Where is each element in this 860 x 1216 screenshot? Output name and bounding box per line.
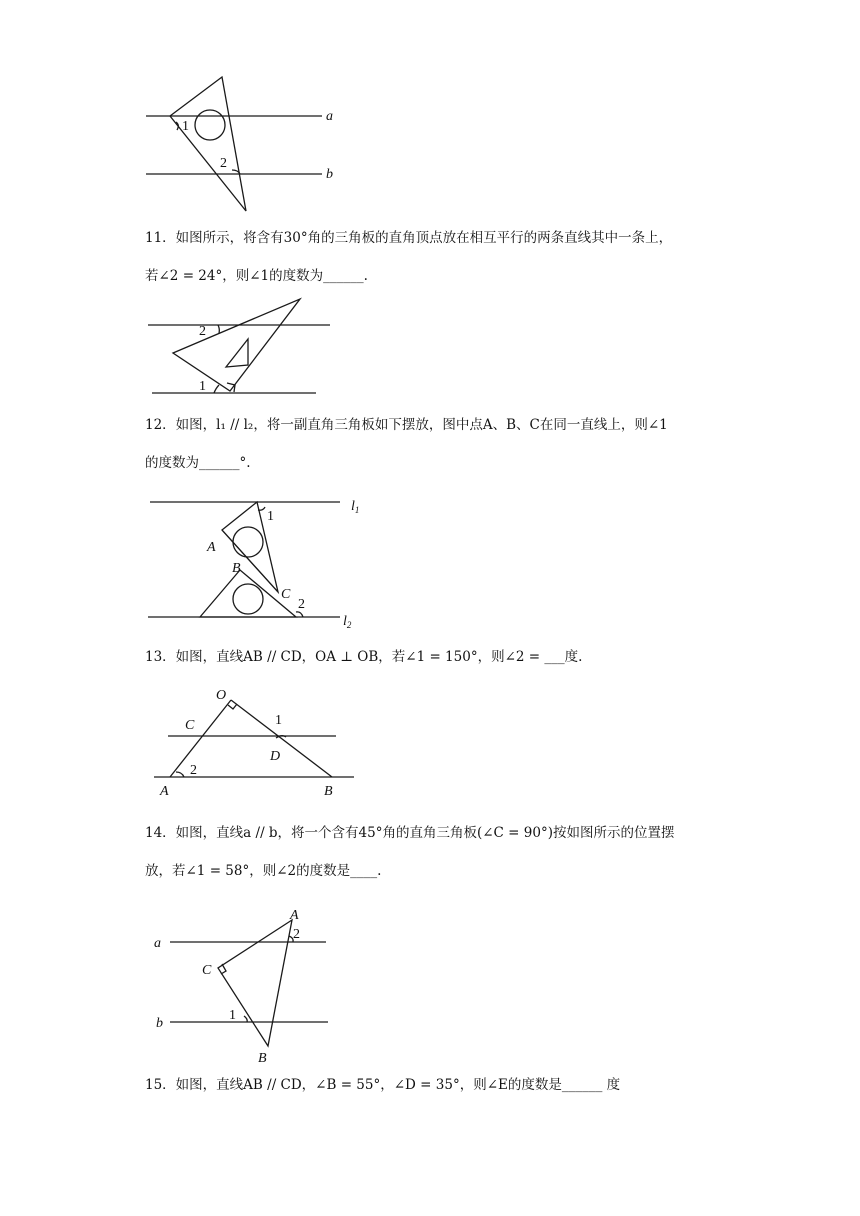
line-b-label: b	[326, 167, 333, 182]
angle-1-label: 1	[182, 119, 189, 134]
right-angle-mark	[228, 704, 237, 709]
point-c-label: C	[281, 587, 291, 602]
angle-2-arc	[218, 325, 219, 333]
angle-2-label: 2	[293, 927, 300, 942]
triangle-ruler	[170, 77, 246, 211]
angle-2-label: 2	[190, 763, 197, 778]
line-l1-label: $l_1$	[351, 499, 360, 515]
point-d-label: D	[270, 749, 281, 764]
question-11-line-2: 若∠2 = 24°，则∠1的度数为______.	[145, 268, 368, 284]
question-14	[145, 823, 745, 881]
point-b-label: B	[232, 561, 241, 576]
point-b-label: B	[258, 1051, 267, 1066]
point-b-label: B	[324, 784, 333, 799]
question-13	[145, 647, 745, 667]
line-l2-label: $l_2$	[343, 614, 352, 630]
point-a-label: A	[290, 908, 299, 923]
angle-1-arc	[214, 385, 219, 393]
question-11	[145, 228, 745, 286]
point-a-label: A	[160, 784, 169, 799]
figure-13	[140, 682, 380, 802]
angle-2-label: 2	[199, 324, 206, 339]
triangle-ruler	[173, 299, 300, 391]
point-c-label: C	[202, 963, 212, 978]
angle-1-label: 1	[267, 509, 274, 524]
angle-1-arc	[244, 1016, 247, 1022]
figure-11-diagram	[140, 295, 360, 400]
figure-10-diagram	[140, 70, 360, 220]
figure-12	[140, 492, 380, 632]
point-c-label: C	[185, 718, 195, 733]
question-11-line-1: 11．如图所示，将含有30°角的三角板的直角顶点放在相互平行的两条直线其中一条上，	[145, 230, 673, 246]
figure-12-diagram	[140, 492, 380, 632]
figure-14	[140, 900, 360, 1070]
angle-2-arc	[176, 772, 184, 777]
line-a-label: a	[154, 936, 161, 951]
question-14-line-1: 14．如图，直线a // b，将一个含有45°角的直角三角板(∠C = 90°)按如图所示的位置摆	[145, 825, 675, 841]
point-a-label: A	[207, 540, 216, 555]
question-12-line-1: 12．如图，l₁ // l₂，将一副直角三角板如下摆放，图中点A、B、C在同一直线上，则∠1	[145, 417, 668, 433]
figure-10	[140, 70, 360, 220]
angle-2-arc	[296, 612, 303, 617]
angle-2-label: 2	[220, 156, 227, 171]
line-a-label: a	[326, 109, 333, 124]
triangle-ruler	[218, 920, 292, 1046]
figure-14-diagram	[140, 900, 360, 1070]
question-15	[145, 1075, 745, 1095]
question-12-line-2: 的度数为______°.	[145, 455, 251, 471]
question-12	[145, 415, 745, 473]
question-14-line-2: 放，若∠1 = 58°，则∠2的度数是____.	[145, 863, 382, 879]
segment-oa	[170, 700, 231, 777]
figure-11	[140, 295, 360, 400]
angle-2-label: 2	[298, 597, 305, 612]
line-b-label: b	[156, 1016, 163, 1031]
question-15-line-1: 15．如图，直线AB // CD，∠B = 55°，∠D = 35°，则∠E的度数是______ 度	[145, 1077, 621, 1093]
line-abc	[222, 530, 278, 592]
ruler-inner-triangle	[226, 339, 248, 367]
question-13-line-1: 13．如图，直线AB // CD，OA ⊥ OB，若∠1 = 150°，则∠2 = ___度.	[145, 649, 583, 665]
angle-1-label: 1	[199, 379, 206, 394]
upper-ruler-hole	[233, 527, 263, 557]
point-o-label: O	[216, 688, 227, 703]
figure-13-diagram	[140, 682, 380, 802]
angle-1-label: 1	[229, 1008, 236, 1023]
lower-ruler-hole	[233, 584, 263, 614]
segment-ob	[231, 700, 332, 777]
angle-1-label: 1	[275, 713, 282, 728]
ruler-hole	[195, 110, 225, 140]
